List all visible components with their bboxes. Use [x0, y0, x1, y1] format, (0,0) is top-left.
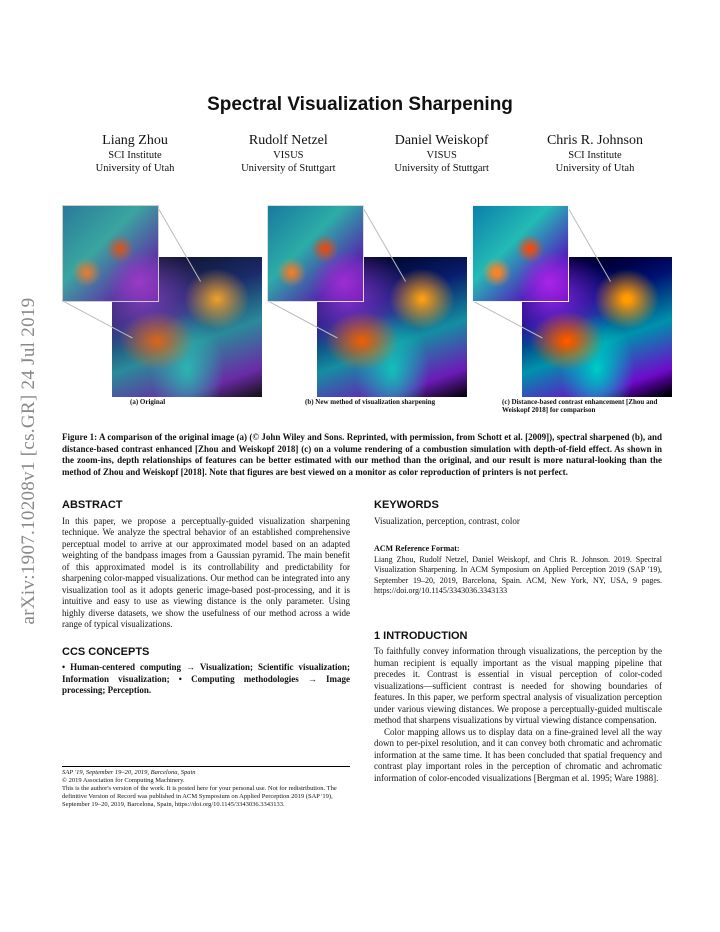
- zoom-in-image: [62, 205, 159, 302]
- footer-venue: SAP '19, September 19–20, 2019, Barcelona, Spain: [62, 769, 196, 776]
- author-affiliation: University of Utah: [555, 163, 635, 174]
- author-affiliation: SCI Institute: [568, 150, 622, 161]
- arxiv-stamp: [14, 256, 44, 666]
- author: [60, 132, 210, 175]
- author-name: Rudolf Netzel: [248, 133, 328, 148]
- right-column: [374, 500, 662, 784]
- keywords-text: Visualization, perception, contrast, color: [374, 515, 520, 526]
- acm-ref-heading: ACM Reference Format:: [374, 544, 460, 553]
- acm-ref-text: Liang Zhou, Rudolf Netzel, Daniel Weiskopf, and Chris R. Johnson. 2019. Spectral Visualization Sharpening. In ACM Symposium on Applied Perception 2019 (SAP '19), September 19–20, 2019, Barcelona, Spain. ACM, New York, NY, USA, 9 pages. https://doi.org/10.1145/3343036.3343133: [374, 554, 662, 595]
- intro-paragraph: Color mapping allows us to display data on a fine-grained level all the way down to per-pixel resolution, and it can convey both chromatic and achromatic information at the same time. It has been concluded that spatial frequency and contrast play important roles in the perception of chromatic and achromatic information of color-encoded visualizations [Bergman et al. 1995; Ware 1988].: [374, 726, 662, 783]
- author: [367, 132, 517, 175]
- intro-paragraph: To faithfully convey information through visualizations, the perception by the human recipient is equally important as the visual mapping pipeline that precedes it. Contrast is essential in visual perception of color-coded visualizations—sufficient contrast is needed for showing boundaries of features. In this paper, we perform spectral analysis of visualization perception under various viewing distances. We propose a perceptually-guided multiscale method that sharpens visualizations by virtual viewing distance compensation.: [374, 646, 662, 725]
- footer-copyright: © 2019 Association for Computing Machinery.: [62, 777, 185, 784]
- author: [213, 132, 363, 175]
- paper-title: Spectral Visualization Sharpening: [207, 94, 513, 115]
- author-block: [60, 132, 670, 175]
- section-heading: 1 INTRODUCTION: [374, 629, 468, 642]
- author: [520, 132, 670, 175]
- author-affiliation: University of Stuttgart: [241, 163, 336, 174]
- author-name: Liang Zhou: [102, 133, 168, 148]
- author-affiliation: University of Utah: [95, 163, 175, 174]
- author-name: Daniel Weiskopf: [394, 133, 489, 148]
- author-affiliation: VISUS: [426, 150, 457, 161]
- section-heading: ABSTRACT: [62, 499, 123, 511]
- author-affiliation: University of Stuttgart: [394, 163, 489, 174]
- copyright-footer: [62, 766, 350, 809]
- figure-caption: Figure 1: A comparison of the original image (a) (© John Wiley and Sons. Reprinted, with permission, from Schott et al. [2009]), spectral sharpened (b), and distance-based contrast enhanced [Zhou and Weiskopf 2018] (c) on a volume rendering of a combustion simulation with depth-of-field effect. As shown in the zoom-ins, depth relationships of features can be better estimated with our method than the original, and our result is more natural-looking than the method of Zhou and Weiskopf [2018]. Note that figures are best viewed on a monitor as color reproduction of printers is not perfect.: [62, 432, 662, 477]
- left-column: [62, 500, 350, 697]
- zoom-in-image: [472, 205, 569, 302]
- zoom-in-image: [267, 205, 364, 302]
- figure-panel-distance-based: [472, 205, 672, 405]
- section-heading: CCS CONCEPTS: [62, 645, 150, 658]
- arxiv-id: arXiv:1907.10208v1 [cs.GR] 24 Jul 2019: [18, 297, 39, 625]
- footer-notice: This is the author's version of the work. It is posted here for your personal use. Not for redistribution. The definitive Version of Record was published in ACM Symposium on Applied Perception 2019 (SAP '19), September 19–20, 2019, Barcelona, Spain, https://doi.org/10.1145/3343036.3343133.: [62, 785, 337, 808]
- figure-1: [62, 205, 662, 405]
- section-heading: KEYWORDS: [374, 499, 439, 511]
- subfigure-caption-c: (c) Distance-based contrast enhancement [Zhou and Weiskopf 2018] for comparison: [502, 398, 658, 414]
- figure-panel-original: [62, 205, 262, 405]
- subfigure-caption-a: (a) Original: [130, 398, 166, 406]
- author-affiliation: SCI Institute: [108, 150, 162, 161]
- subfigure-caption-b: (b) New method of visualization sharpening: [305, 398, 436, 406]
- author-affiliation: VISUS: [273, 150, 304, 161]
- figure-panel-sharpened: [267, 205, 467, 405]
- author-name: Chris R. Johnson: [546, 133, 644, 148]
- abstract-text: In this paper, we propose a perceptually-guided visualization sharpening technique. We analyze the spectral behavior of an established comprehensive perceptual model to arrive at our approximated model based on an adapted weighting of the bandpass images from a Gaussian pyramid. The main benefit of this approximated model is its controllability and predictability for sharpening color-mapped visualizations. Our method can be integrated into any visualization tool as it adopts generic image-based post-processing, and it is intuitive and easy to use as viewing distance is the only parameter. Using highly diverse datasets, we show the usefulness of our method across a wide range of typical visualizations.: [62, 515, 350, 629]
- ccs-concepts-text: • Human-centered computing → Visualization; Scientific visualization; Information visualization; • Computing methodologies → Image processing; Perception.: [62, 662, 350, 695]
